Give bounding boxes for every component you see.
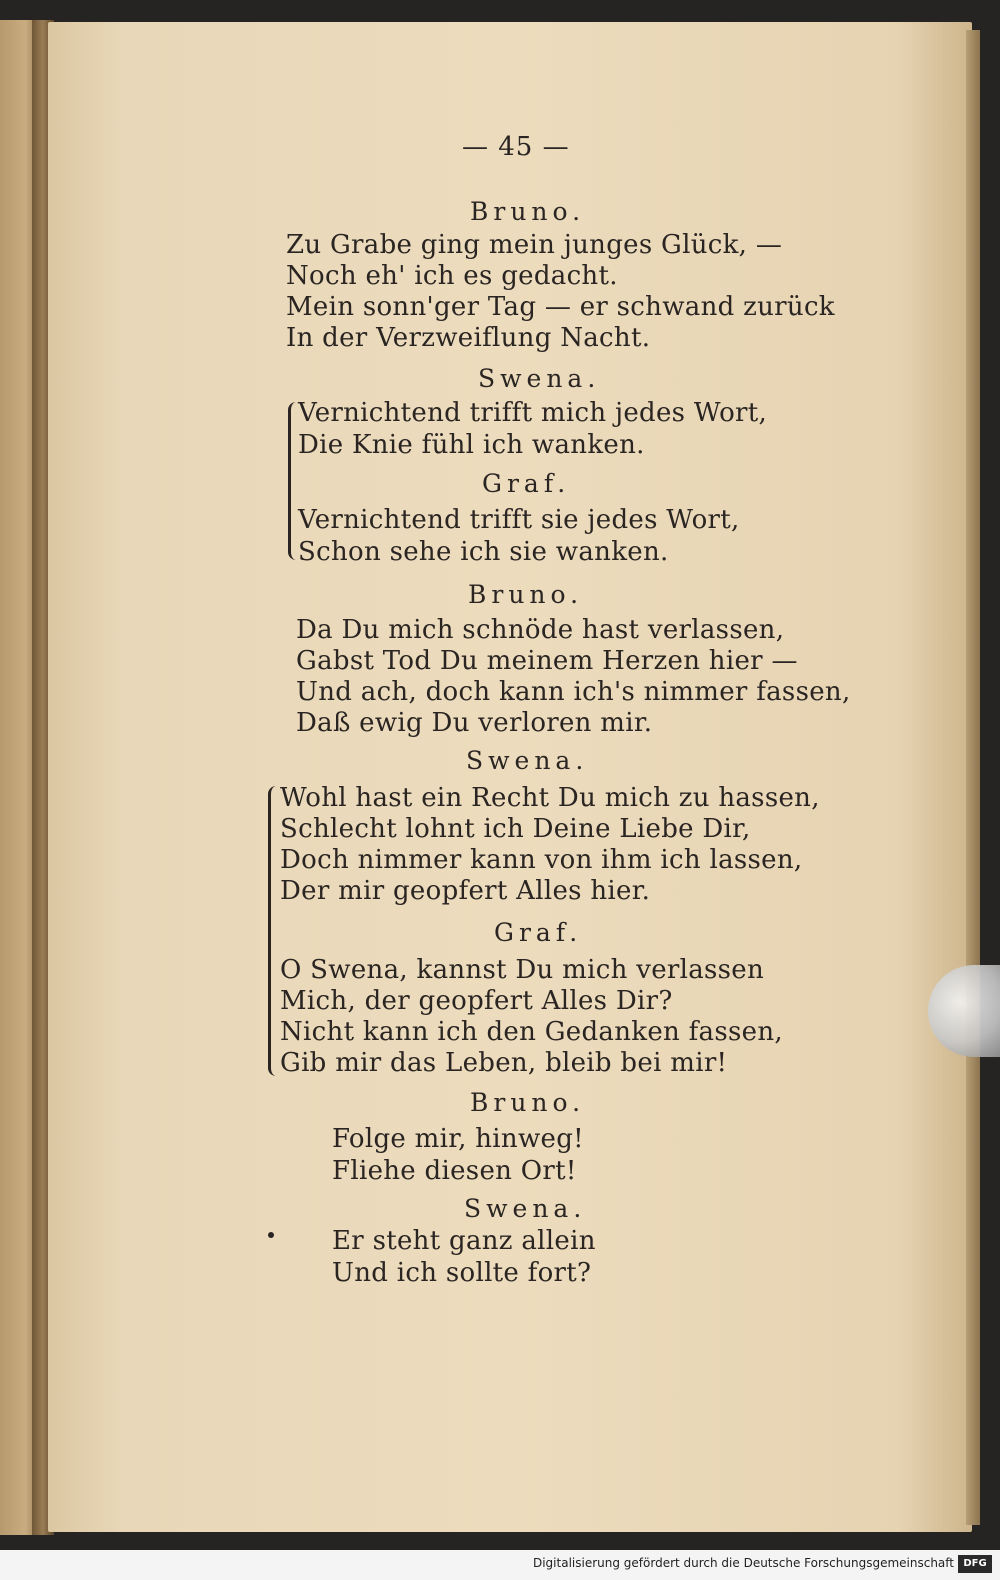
speaker-label: Bruno. [468,580,584,609]
speaker-label: Bruno. [470,1088,586,1117]
verse-line: Fliehe diesen Ort! [332,1156,577,1186]
ink-dot [268,1232,274,1238]
verse-line: Der mir geopfert Alles hier. [280,876,651,906]
page-number: — 45 — [462,132,570,162]
verse-line: Schon sehe ich sie wanken. [298,537,669,567]
verse-line: Folge mir, hinweg! [332,1124,584,1154]
verse-line: Wohl hast ein Recht Du mich zu hassen, [280,783,820,813]
verse-line: Noch eh' ich es gedacht. [286,261,618,291]
verse-line: Vernichtend trifft mich jedes Wort, [298,398,768,428]
verse-line: Die Knie fühl ich wanken. [298,430,645,460]
verse-line: Zu Grabe ging mein junges Glück, — [286,230,783,260]
speaker-label: Bruno. [470,197,586,226]
duet-brace [268,786,281,1076]
duet-brace [288,402,301,560]
speaker-label: Graf. [494,918,583,947]
footer-credit: Digitalisierung gefördert durch die Deutsche Forschungsgemeinschaft [532,1556,954,1570]
digitization-footer [0,1550,1000,1580]
verse-line: Und ich sollte fort? [332,1258,592,1288]
verse-line: Da Du mich schnöde hast verlassen, [296,615,785,645]
verse-line: Er steht ganz allein [332,1226,596,1256]
verse-line: Gib mir das Leben, bleib bei mir! [280,1048,728,1078]
speaker-label: Swena. [466,746,589,775]
speaker-label: Graf. [482,469,571,498]
verse-line: Vernichtend trifft sie jedes Wort, [298,505,740,535]
verse-line: O Swena, kannst Du mich verlassen [280,955,765,985]
dfg-logo-icon: DFG [958,1555,992,1573]
verse-line: Mein sonn'ger Tag — er schwand zurück [286,292,835,322]
verse-line: Doch nimmer kann von ihm ich lassen, [280,845,803,875]
verse-line: In der Verzweiflung Nacht. [286,323,651,353]
verse-line: Schlecht lohnt ich Deine Liebe Dir, [280,814,751,844]
verse-line: Nicht kann ich den Gedanken fassen, [280,1017,783,1047]
verse-line: Und ach, doch kann ich's nimmer fassen, [296,677,851,707]
verse-line: Mich, der geopfert Alles Dir? [280,986,673,1016]
verse-line: Daß ewig Du verloren mir. [296,708,653,738]
speaker-label: Swena. [464,1194,587,1223]
speaker-label: Swena. [478,364,601,393]
verse-line: Gabst Tod Du meinem Herzen hier — [296,646,798,676]
